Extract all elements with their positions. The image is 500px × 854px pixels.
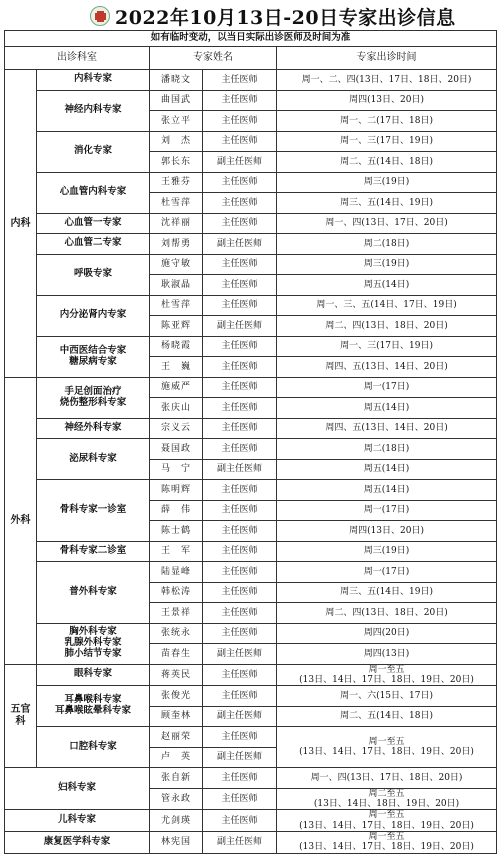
doctor-title: 主任医师 [203, 768, 277, 789]
doctor-title: 主任医师 [203, 111, 277, 132]
doctor-name: 苗春生 [150, 644, 203, 665]
doctor-time: 周五(14日) [277, 480, 497, 501]
doctor-name: 施威严 [150, 377, 203, 398]
table-row [5, 686, 497, 707]
doctor-title: 主任医师 [203, 275, 277, 296]
doctor-title: 主任医师 [203, 480, 277, 501]
doctor-title: 主任医师 [203, 727, 277, 748]
doctor-title: 主任医师 [203, 686, 277, 707]
time-line: 周一至五 [368, 664, 405, 675]
category-waike: 外科 [5, 377, 37, 664]
category-neike: 内科 [5, 70, 37, 378]
doctor-name: 王景祥 [150, 603, 203, 624]
doctor-title: 主任医师 [203, 357, 277, 378]
doctor-name: 刘 杰 [150, 131, 203, 152]
doctor-time: 周四(13日、20日) [277, 521, 497, 542]
doctor-name: 尤剑瑛 [150, 810, 203, 832]
table-row [5, 70, 497, 91]
doctor-time: 周三、五(14日、19日) [277, 582, 497, 603]
table-row [5, 439, 497, 460]
doctor-title: 主任医师 [203, 418, 277, 439]
doctor-time: 周二、五(14日、18日) [277, 706, 497, 727]
doctor-time: 周一(17日) [277, 377, 497, 398]
doctor-title: 主任医师 [203, 439, 277, 460]
dept-cell: 泌尿科专家 [37, 439, 150, 480]
dept-label: 胸外科专家 [69, 626, 117, 638]
dept-label: 中西医结合专家 [59, 344, 127, 356]
doctor-title: 主任医师 [203, 131, 277, 152]
time-line: 周一至五 [368, 736, 405, 747]
dept-label: 耳鼻喉科专家 [64, 694, 122, 706]
doctor-time: 周二、四(13日、18日、20日) [277, 316, 497, 337]
dept-cell: 妇科专家 [5, 768, 150, 810]
doctor-title: 主任医师 [203, 541, 277, 562]
doctor-title: 主任医师 [203, 254, 277, 275]
table-row [5, 768, 497, 789]
table-row [5, 131, 497, 152]
time-line: 周一至五 [368, 810, 405, 821]
doctor-time [277, 664, 497, 686]
doctor-title: 主任医师 [203, 810, 277, 832]
doctor-time: 周三(19日) [277, 541, 497, 562]
table-row [5, 90, 497, 111]
dept-label: 烧伤整形科专家 [59, 396, 127, 408]
dept-cell [37, 336, 150, 377]
doctor-time: 周五(14日) [277, 275, 497, 296]
dept-cell: 呼吸专家 [37, 254, 150, 295]
doctor-time: 周一、二(17日、18日) [277, 111, 497, 132]
doctor-name: 刘帮勇 [150, 234, 203, 255]
table-row [5, 541, 497, 562]
time-line: (13日、14日、17日、18日、19日、20日) [299, 674, 474, 685]
doctor-title: 主任医师 [203, 521, 277, 542]
dept-cell: 口腔科专家 [37, 727, 150, 768]
doctor-title: 主任医师 [203, 623, 277, 644]
doctor-name: 郭长东 [150, 152, 203, 173]
doctor-name: 张庆山 [150, 398, 203, 419]
doctor-time: 周二、四(13日、18日、20日) [277, 603, 497, 624]
doctor-name: 赵丽荣 [150, 727, 203, 748]
table-header-row [5, 47, 497, 70]
header-department: 出诊科室 [5, 47, 150, 70]
doctor-time [277, 832, 497, 854]
page-title: 2022年10月13日-20日专家出诊信息 [115, 7, 456, 29]
doctor-name: 耿淑晶 [150, 275, 203, 296]
doctor-title: 主任医师 [203, 398, 277, 419]
dept-label: 手足创面治疗 [64, 385, 122, 397]
table-row [5, 562, 497, 583]
dept-cell: 儿科专家 [5, 810, 150, 832]
doctor-name: 杨晓霞 [150, 336, 203, 357]
doctor-title: 副主任医师 [203, 644, 277, 665]
dept-cell: 神经内科专家 [37, 90, 150, 131]
doctor-name: 杜雪萍 [150, 295, 203, 316]
doctor-time: 周一、三(17日、19日) [277, 131, 497, 152]
doctor-title: 主任医师 [203, 295, 277, 316]
doctor-name: 林宪国 [150, 832, 203, 854]
doctor-time: 周三、五(14日、19日) [277, 193, 497, 214]
doctor-name: 陈亚辉 [150, 316, 203, 337]
dept-cell: 心血管内科专家 [37, 172, 150, 213]
doctor-name: 王雅芬 [150, 172, 203, 193]
table-row [5, 377, 497, 398]
doctor-name: 张自新 [150, 768, 203, 789]
dept-cell: 心血管二专家 [37, 234, 150, 255]
doctor-time: 周四、五(13日、14日、20日) [277, 418, 497, 439]
dept-label: 肺小结节专家 [64, 647, 122, 659]
doctor-name: 卢 英 [150, 747, 203, 768]
doctor-name: 沈祥丽 [150, 213, 203, 234]
doctor-name: 潘晓文 [150, 70, 203, 91]
page-header [0, 0, 500, 30]
doctor-name: 管永政 [150, 788, 203, 810]
doctor-title: 主任医师 [203, 603, 277, 624]
time-line: (13日、14日、17日、18日、19日、20日) [299, 842, 474, 853]
doctor-name: 韩松涛 [150, 582, 203, 603]
table-row [5, 295, 497, 316]
header-time: 专家出诊时间 [277, 47, 497, 70]
table-row [5, 480, 497, 501]
doctor-title: 副主任医师 [203, 459, 277, 480]
doctor-name: 聂国政 [150, 439, 203, 460]
doctor-name: 陆显峰 [150, 562, 203, 583]
table-row [5, 254, 497, 275]
dept-cell: 心血管一专家 [37, 213, 150, 234]
doctor-time: 周一、三(17日、19日) [277, 336, 497, 357]
doctor-title: 主任医师 [203, 788, 277, 810]
dept-cell [37, 377, 150, 418]
doctor-name: 陈明辉 [150, 480, 203, 501]
time-line: 周一至五 [368, 832, 405, 843]
doctor-name: 陈士鹤 [150, 521, 203, 542]
dept-cell: 内科专家 [37, 70, 150, 91]
doctor-title: 主任医师 [203, 582, 277, 603]
doctor-time: 周四、五(13日、14日、20日) [277, 357, 497, 378]
doctor-name: 王 巍 [150, 357, 203, 378]
table-row [5, 213, 497, 234]
dept-label: 耳鼻喉眩晕科专家 [54, 705, 131, 717]
doctor-title: 主任医师 [203, 664, 277, 686]
table-row [5, 810, 497, 832]
doctor-title: 副主任医师 [203, 316, 277, 337]
dept-cell: 康复医学科专家 [5, 832, 150, 854]
doctor-time: 周四(13日) [277, 644, 497, 665]
doctor-title: 副主任医师 [203, 152, 277, 173]
doctor-name: 张统永 [150, 623, 203, 644]
table-row [5, 664, 497, 686]
doctor-time: 周五(14日) [277, 459, 497, 480]
doctor-time: 周三(19日) [277, 254, 497, 275]
dept-label: 糖尿病专家 [69, 355, 117, 367]
doctor-name: 张俊光 [150, 686, 203, 707]
doctor-time: 周二、五(14日、18日) [277, 152, 497, 173]
notice-text: 如有临时变动，以当日实际出诊医师及时间为准 [5, 31, 497, 47]
hospital-logo-icon [90, 6, 110, 26]
doctor-time: 周一、四(13日、17日、20日) [277, 213, 497, 234]
dept-cell [37, 686, 150, 727]
doctor-time: 周三(19日) [277, 172, 497, 193]
doctor-time: 周二(18日) [277, 439, 497, 460]
dept-cell: 内分泌肾内专家 [37, 295, 150, 336]
doctor-title: 副主任医师 [203, 234, 277, 255]
table-row [5, 727, 497, 748]
doctor-time: 周四(20日) [277, 623, 497, 644]
doctor-time: 周二(18日) [277, 234, 497, 255]
header-doctor: 专家姓名 [150, 47, 277, 70]
doctor-title: 主任医师 [203, 70, 277, 91]
doctor-title: 主任医师 [203, 500, 277, 521]
doctor-time [277, 727, 497, 768]
doctor-time: 周一(17日) [277, 500, 497, 521]
dept-cell: 消化专家 [37, 131, 150, 172]
doctor-name: 施守敏 [150, 254, 203, 275]
doctor-title: 主任医师 [203, 562, 277, 583]
table-row [5, 336, 497, 357]
doctor-name: 薛 伟 [150, 500, 203, 521]
doctor-time: 周一、三、五(14日、17日、19日) [277, 295, 497, 316]
doctor-title: 主任医师 [203, 377, 277, 398]
doctor-title: 主任医师 [203, 90, 277, 111]
doctor-title: 主任医师 [203, 193, 277, 214]
dept-cell: 骨科专家一诊室 [37, 480, 150, 542]
table-row [5, 623, 497, 644]
doctor-name: 蒋英民 [150, 664, 203, 686]
doctor-name: 张立平 [150, 111, 203, 132]
time-line: (13日、14日、18日、19日、20日) [313, 799, 460, 810]
doctor-title: 主任医师 [203, 172, 277, 193]
doctor-title: 主任医师 [203, 213, 277, 234]
dept-cell: 神经外科专家 [37, 418, 150, 439]
doctor-time: 周四(13日、20日) [277, 90, 497, 111]
table-row [5, 172, 497, 193]
category-wuguan: 五官科 [5, 664, 37, 768]
doctor-time: 周五(14日) [277, 398, 497, 419]
doctor-name: 杜雪萍 [150, 193, 203, 214]
time-line: 周二至五 [368, 788, 405, 799]
table-row [5, 832, 497, 854]
dept-label: 乳腺外科专家 [64, 637, 122, 649]
doctor-time: 周一、四(13日、17日、18日、20日) [277, 768, 497, 789]
doctor-name: 曲国武 [150, 90, 203, 111]
schedule-table [4, 30, 497, 854]
doctor-time: 周一(17日) [277, 562, 497, 583]
time-line: (13日、14日、17日、18日、19日、20日) [299, 820, 474, 831]
doctor-name: 马 宁 [150, 459, 203, 480]
doctor-title: 副主任医师 [203, 747, 277, 768]
dept-cell [37, 623, 150, 664]
doctor-name: 王 军 [150, 541, 203, 562]
doctor-title: 副主任医师 [203, 832, 277, 854]
doctor-title: 主任医师 [203, 336, 277, 357]
doctor-time [277, 788, 497, 810]
doctor-name: 顾奎林 [150, 706, 203, 727]
table-row [5, 234, 497, 255]
dept-cell: 骨科专家二诊室 [37, 541, 150, 562]
doctor-time [277, 810, 497, 832]
doctor-title: 副主任医师 [203, 706, 277, 727]
dept-cell: 眼科专家 [37, 664, 150, 686]
doctor-time: 周一、六(15日、17日) [277, 686, 497, 707]
dept-cell: 普外科专家 [37, 562, 150, 624]
table-row [5, 418, 497, 439]
doctor-name: 宗义云 [150, 418, 203, 439]
doctor-time: 周一、二、四(13日、17日、18日、20日) [277, 70, 497, 91]
time-line: (13日、14日、17日、18日、19日、20日) [299, 747, 474, 758]
